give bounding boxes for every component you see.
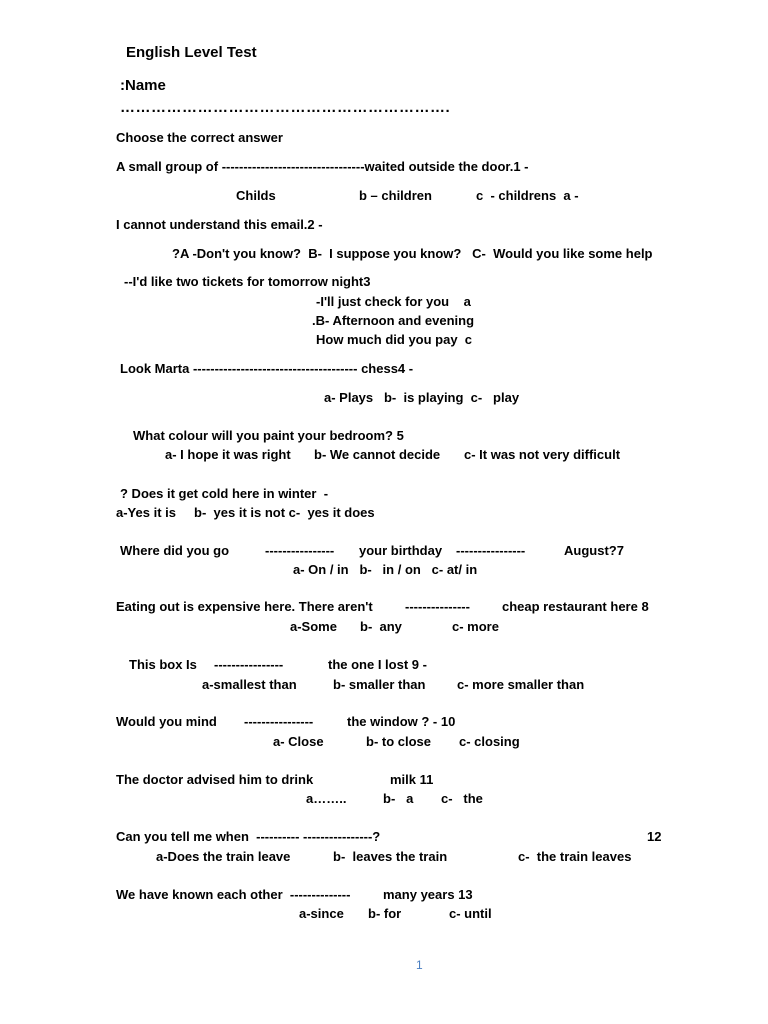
question-11-option: c- the xyxy=(441,791,483,806)
question-12-number: 12 xyxy=(647,829,662,844)
question-10-stem: Would you mind xyxy=(116,714,217,729)
question-3-option: .B- Afternoon and evening xyxy=(312,313,475,328)
question-9-stem: This box Is xyxy=(129,657,197,672)
question-11-stem: milk 11 xyxy=(390,772,434,787)
question-5-stem: What colour will you paint your bedroom? 5 xyxy=(133,428,404,443)
question-13-option: c- until xyxy=(449,906,492,921)
question-5-option: c- It was not very difficult xyxy=(464,447,621,462)
question-2-option: ?A -Don't you know? B- I suppose you know? C- Would you like some help xyxy=(172,246,653,261)
name-field-dots: ………………………………………………………. xyxy=(120,99,451,116)
question-13-stem: many years 13 xyxy=(383,887,473,902)
question-5-option: a- I hope it was right xyxy=(165,447,291,462)
question-11-option: a…….. xyxy=(306,791,347,806)
question-1-option: b – children xyxy=(359,188,432,203)
question-3-option: -I'll just check for you a xyxy=(316,294,471,309)
question-9-option: c- more smaller than xyxy=(457,677,585,692)
question-9-option: a-smallest than xyxy=(202,677,297,692)
question-3-option: How much did you pay c xyxy=(316,332,473,347)
question-4-stem: Look Marta -------------------------------------- chess4 - xyxy=(120,361,414,376)
question-8-option: a-Some xyxy=(290,619,337,634)
question-3-stem: --I'd like two tickets for tomorrow night3 xyxy=(124,274,371,289)
question-8-option: c- more xyxy=(452,619,499,634)
question-10-option: b- to close xyxy=(366,734,432,749)
question-7-blank: ---------------- xyxy=(265,543,335,558)
question-7-stem: August?7 xyxy=(564,543,624,558)
page-number: 1 xyxy=(416,958,423,972)
question-4-option: a- Plays b- is playing c- play xyxy=(324,390,520,405)
name-label: :Name xyxy=(120,77,166,94)
question-2-stem: I cannot understand this email.2 - xyxy=(116,217,323,232)
question-10-blank: ---------------- xyxy=(244,714,314,729)
question-6-stem: ? Does it get cold here in winter - xyxy=(120,486,329,501)
question-13-option: b- for xyxy=(368,906,402,921)
question-6-option: a-Yes it is b- yes it is not c- yes it does xyxy=(116,505,375,520)
question-10-option: c- closing xyxy=(459,734,520,749)
question-13-stem: We have known each other -------------- xyxy=(116,887,351,902)
question-12-option: a-Does the train leave xyxy=(156,849,291,864)
question-12-stem: Can you tell me when ---------- ----------------? xyxy=(116,829,381,844)
question-1-option: c - childrens a - xyxy=(476,188,579,203)
question-5-option: b- We cannot decide xyxy=(314,447,441,462)
question-13-option: a-since xyxy=(299,906,344,921)
question-7-option: a- On / in b- in / on c- at/ in xyxy=(293,562,478,577)
question-11-option: b- a xyxy=(383,791,414,806)
question-8-option: b- any xyxy=(360,619,402,634)
question-8-stem: cheap restaurant here 8 xyxy=(502,599,649,614)
question-7-stem: your birthday xyxy=(359,543,443,558)
question-1-stem: A small group of ---------------------------------waited outside the door.1 - xyxy=(116,159,529,174)
question-7-blank: ---------------- xyxy=(456,543,526,558)
question-9-blank: ---------------- xyxy=(214,657,284,672)
page-title: English Level Test xyxy=(126,44,257,61)
question-1-option: Childs xyxy=(236,188,276,203)
question-9-option: b- smaller than xyxy=(333,677,426,692)
question-8-blank: --------------- xyxy=(405,599,470,614)
question-10-option: a- Close xyxy=(273,734,324,749)
question-11-stem: The doctor advised him to drink xyxy=(116,772,314,787)
question-9-stem: the one I lost 9 - xyxy=(328,657,427,672)
instructions: Choose the correct answer xyxy=(116,130,283,145)
question-8-stem: Eating out is expensive here. There aren't xyxy=(116,599,373,614)
question-10-stem: the window ? - 10 xyxy=(347,714,456,729)
question-12-option: b- leaves the train xyxy=(333,849,448,864)
question-12-option: c- the train leaves xyxy=(518,849,632,864)
question-7-stem: Where did you go xyxy=(120,543,230,558)
